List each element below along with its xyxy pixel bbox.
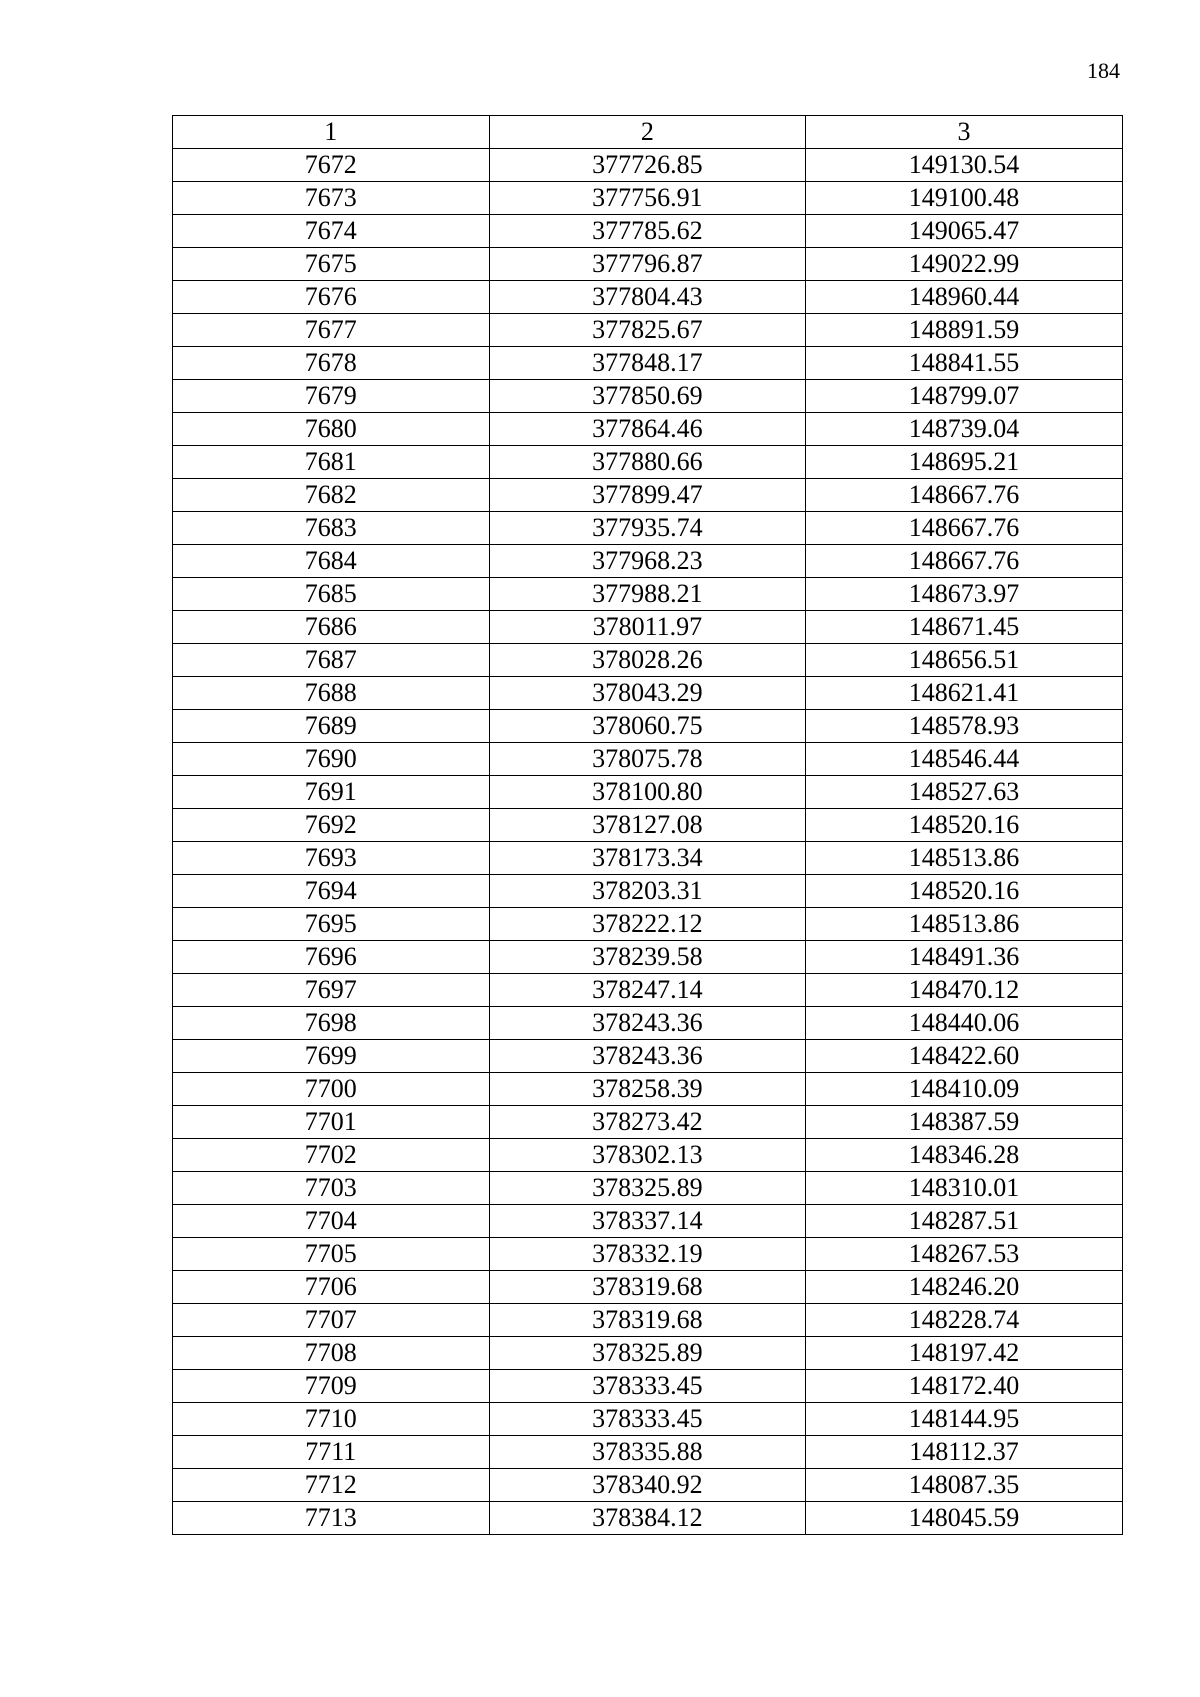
x-coordinate-cell: 377988.21 — [489, 578, 806, 611]
x-coordinate-cell: 377848.17 — [489, 347, 806, 380]
table-row — [173, 347, 1123, 380]
table-row — [173, 1238, 1123, 1271]
table-row — [173, 182, 1123, 215]
table-row — [173, 974, 1123, 1007]
x-coordinate-cell: 378203.31 — [489, 875, 806, 908]
point-number-cell: 7680 — [173, 413, 490, 446]
x-coordinate-cell: 378100.80 — [489, 776, 806, 809]
table-row — [173, 1139, 1123, 1172]
y-coordinate-cell: 148197.42 — [806, 1337, 1123, 1370]
x-coordinate-cell: 378243.36 — [489, 1007, 806, 1040]
table-row — [173, 611, 1123, 644]
table-row — [173, 149, 1123, 182]
column-header: 1 — [173, 116, 490, 149]
point-number-cell: 7707 — [173, 1304, 490, 1337]
y-coordinate-cell: 148667.76 — [806, 545, 1123, 578]
x-coordinate-cell: 378173.34 — [489, 842, 806, 875]
x-coordinate-cell: 378243.36 — [489, 1040, 806, 1073]
table-row — [173, 1205, 1123, 1238]
y-coordinate-cell: 148310.01 — [806, 1172, 1123, 1205]
point-number-cell: 7685 — [173, 578, 490, 611]
y-coordinate-cell: 149065.47 — [806, 215, 1123, 248]
x-coordinate-cell: 378319.68 — [489, 1304, 806, 1337]
table-row — [173, 1040, 1123, 1073]
table-row — [173, 413, 1123, 446]
table-row — [173, 908, 1123, 941]
x-coordinate-cell: 377756.91 — [489, 182, 806, 215]
point-number-cell: 7688 — [173, 677, 490, 710]
y-coordinate-cell: 148656.51 — [806, 644, 1123, 677]
y-coordinate-cell: 148346.28 — [806, 1139, 1123, 1172]
table-header — [173, 116, 1123, 149]
table-row — [173, 842, 1123, 875]
point-number-cell: 7712 — [173, 1469, 490, 1502]
point-number-cell: 7694 — [173, 875, 490, 908]
x-coordinate-cell: 378075.78 — [489, 743, 806, 776]
y-coordinate-cell: 148960.44 — [806, 281, 1123, 314]
y-coordinate-cell: 148739.04 — [806, 413, 1123, 446]
y-coordinate-cell: 148087.35 — [806, 1469, 1123, 1502]
table-row — [173, 1370, 1123, 1403]
y-coordinate-cell: 148172.40 — [806, 1370, 1123, 1403]
x-coordinate-cell: 378028.26 — [489, 644, 806, 677]
table-row — [173, 644, 1123, 677]
x-coordinate-cell: 378332.19 — [489, 1238, 806, 1271]
table-row — [173, 446, 1123, 479]
x-coordinate-cell: 378222.12 — [489, 908, 806, 941]
point-number-cell: 7673 — [173, 182, 490, 215]
y-coordinate-cell: 148513.86 — [806, 842, 1123, 875]
x-coordinate-cell: 377850.69 — [489, 380, 806, 413]
x-coordinate-cell: 378335.88 — [489, 1436, 806, 1469]
point-number-cell: 7708 — [173, 1337, 490, 1370]
y-coordinate-cell: 148799.07 — [806, 380, 1123, 413]
point-number-cell: 7681 — [173, 446, 490, 479]
x-coordinate-cell: 378060.75 — [489, 710, 806, 743]
point-number-cell: 7692 — [173, 809, 490, 842]
table-row — [173, 281, 1123, 314]
y-coordinate-cell: 148513.86 — [806, 908, 1123, 941]
point-number-cell: 7677 — [173, 314, 490, 347]
y-coordinate-cell: 148520.16 — [806, 809, 1123, 842]
point-number-cell: 7678 — [173, 347, 490, 380]
x-coordinate-cell: 378302.13 — [489, 1139, 806, 1172]
y-coordinate-cell: 148422.60 — [806, 1040, 1123, 1073]
x-coordinate-cell: 377804.43 — [489, 281, 806, 314]
point-number-cell: 7684 — [173, 545, 490, 578]
y-coordinate-cell: 148667.76 — [806, 479, 1123, 512]
y-coordinate-cell: 148695.21 — [806, 446, 1123, 479]
y-coordinate-cell: 148520.16 — [806, 875, 1123, 908]
x-coordinate-cell: 378337.14 — [489, 1205, 806, 1238]
point-number-cell: 7691 — [173, 776, 490, 809]
table-row — [173, 1304, 1123, 1337]
y-coordinate-cell: 148112.37 — [806, 1436, 1123, 1469]
table-row — [173, 215, 1123, 248]
point-number-cell: 7702 — [173, 1139, 490, 1172]
column-header: 3 — [806, 116, 1123, 149]
y-coordinate-cell: 148578.93 — [806, 710, 1123, 743]
y-coordinate-cell: 148546.44 — [806, 743, 1123, 776]
x-coordinate-cell: 378258.39 — [489, 1073, 806, 1106]
point-number-cell: 7689 — [173, 710, 490, 743]
table-row — [173, 743, 1123, 776]
table-row — [173, 677, 1123, 710]
point-number-cell: 7700 — [173, 1073, 490, 1106]
y-coordinate-cell: 148671.45 — [806, 611, 1123, 644]
x-coordinate-cell: 377726.85 — [489, 149, 806, 182]
table-row — [173, 512, 1123, 545]
x-coordinate-cell: 378340.92 — [489, 1469, 806, 1502]
y-coordinate-cell: 148491.36 — [806, 941, 1123, 974]
y-coordinate-cell: 148891.59 — [806, 314, 1123, 347]
point-number-cell: 7709 — [173, 1370, 490, 1403]
y-coordinate-cell: 148621.41 — [806, 677, 1123, 710]
header-row — [173, 116, 1123, 149]
x-coordinate-cell: 378384.12 — [489, 1502, 806, 1535]
table-row — [173, 380, 1123, 413]
point-number-cell: 7676 — [173, 281, 490, 314]
point-number-cell: 7705 — [173, 1238, 490, 1271]
point-number-cell: 7713 — [173, 1502, 490, 1535]
point-number-cell: 7701 — [173, 1106, 490, 1139]
point-number-cell: 7683 — [173, 512, 490, 545]
y-coordinate-cell: 148267.53 — [806, 1238, 1123, 1271]
point-number-cell: 7682 — [173, 479, 490, 512]
table-row — [173, 1172, 1123, 1205]
x-coordinate-cell: 377796.87 — [489, 248, 806, 281]
point-number-cell: 7672 — [173, 149, 490, 182]
x-coordinate-cell: 378319.68 — [489, 1271, 806, 1304]
table-row — [173, 479, 1123, 512]
x-coordinate-cell: 378325.89 — [489, 1172, 806, 1205]
table-row — [173, 248, 1123, 281]
point-number-cell: 7703 — [173, 1172, 490, 1205]
point-number-cell: 7674 — [173, 215, 490, 248]
table-row — [173, 875, 1123, 908]
x-coordinate-cell: 377864.46 — [489, 413, 806, 446]
x-coordinate-cell: 378333.45 — [489, 1370, 806, 1403]
x-coordinate-cell: 377935.74 — [489, 512, 806, 545]
point-number-cell: 7711 — [173, 1436, 490, 1469]
table-row — [173, 710, 1123, 743]
table-row — [173, 809, 1123, 842]
x-coordinate-cell: 377785.62 — [489, 215, 806, 248]
y-coordinate-cell: 148673.97 — [806, 578, 1123, 611]
point-number-cell: 7690 — [173, 743, 490, 776]
point-number-cell: 7675 — [173, 248, 490, 281]
table-row — [173, 1337, 1123, 1370]
point-number-cell: 7686 — [173, 611, 490, 644]
table-row — [173, 314, 1123, 347]
table-row — [173, 1073, 1123, 1106]
y-coordinate-cell: 148144.95 — [806, 1403, 1123, 1436]
page-number: 184 — [1087, 58, 1120, 83]
point-number-cell: 7706 — [173, 1271, 490, 1304]
table-row — [173, 1403, 1123, 1436]
table-body — [173, 149, 1123, 1535]
table-row — [173, 1271, 1123, 1304]
x-coordinate-cell: 377968.23 — [489, 545, 806, 578]
point-number-cell: 7696 — [173, 941, 490, 974]
y-coordinate-cell: 148045.59 — [806, 1502, 1123, 1535]
y-coordinate-cell: 149100.48 — [806, 182, 1123, 215]
point-number-cell: 7695 — [173, 908, 490, 941]
point-number-cell: 7704 — [173, 1205, 490, 1238]
point-number-cell: 7679 — [173, 380, 490, 413]
y-coordinate-cell: 148440.06 — [806, 1007, 1123, 1040]
column-header: 2 — [489, 116, 806, 149]
table-row — [173, 1436, 1123, 1469]
point-number-cell: 7693 — [173, 842, 490, 875]
x-coordinate-cell: 378043.29 — [489, 677, 806, 710]
x-coordinate-cell: 377880.66 — [489, 446, 806, 479]
table-row — [173, 941, 1123, 974]
table-row — [173, 1502, 1123, 1535]
x-coordinate-cell: 378333.45 — [489, 1403, 806, 1436]
x-coordinate-cell: 377899.47 — [489, 479, 806, 512]
point-number-cell: 7697 — [173, 974, 490, 1007]
y-coordinate-cell: 148228.74 — [806, 1304, 1123, 1337]
point-number-cell: 7687 — [173, 644, 490, 677]
x-coordinate-cell: 378247.14 — [489, 974, 806, 1007]
y-coordinate-cell: 148387.59 — [806, 1106, 1123, 1139]
table-row — [173, 1007, 1123, 1040]
x-coordinate-cell: 378325.89 — [489, 1337, 806, 1370]
y-coordinate-cell: 148287.51 — [806, 1205, 1123, 1238]
y-coordinate-cell: 148410.09 — [806, 1073, 1123, 1106]
y-coordinate-cell: 148470.12 — [806, 974, 1123, 1007]
point-number-cell: 7710 — [173, 1403, 490, 1436]
y-coordinate-cell: 148527.63 — [806, 776, 1123, 809]
point-number-cell: 7699 — [173, 1040, 490, 1073]
y-coordinate-cell: 148246.20 — [806, 1271, 1123, 1304]
table-row — [173, 1469, 1123, 1502]
y-coordinate-cell: 148841.55 — [806, 347, 1123, 380]
x-coordinate-cell: 377825.67 — [489, 314, 806, 347]
coordinates-table — [172, 115, 1123, 1535]
table-row — [173, 776, 1123, 809]
table-row — [173, 578, 1123, 611]
x-coordinate-cell: 378239.58 — [489, 941, 806, 974]
x-coordinate-cell: 378011.97 — [489, 611, 806, 644]
y-coordinate-cell: 149022.99 — [806, 248, 1123, 281]
y-coordinate-cell: 149130.54 — [806, 149, 1123, 182]
table-row — [173, 1106, 1123, 1139]
x-coordinate-cell: 378127.08 — [489, 809, 806, 842]
table-row — [173, 545, 1123, 578]
point-number-cell: 7698 — [173, 1007, 490, 1040]
x-coordinate-cell: 378273.42 — [489, 1106, 806, 1139]
y-coordinate-cell: 148667.76 — [806, 512, 1123, 545]
